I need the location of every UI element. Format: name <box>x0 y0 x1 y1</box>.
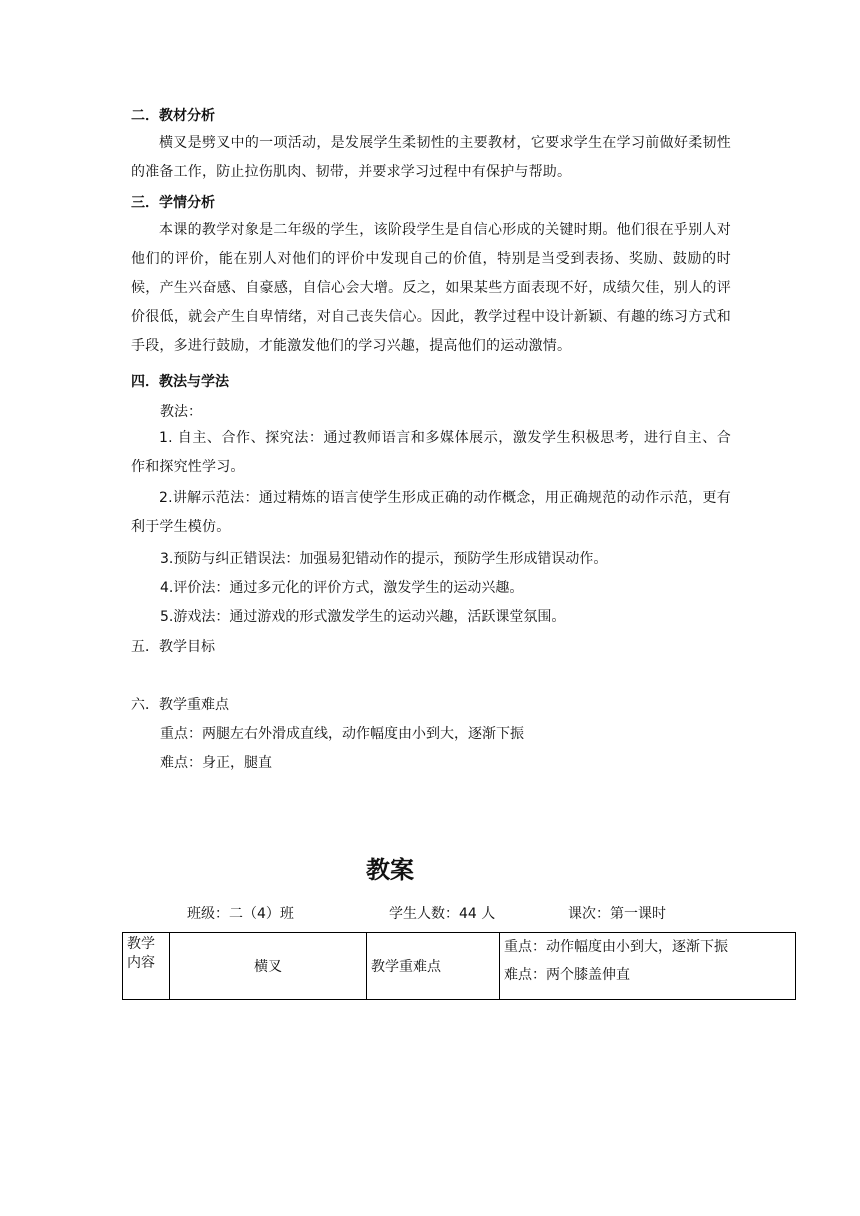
method-4: 4.评价法：通过多元化的评价方式，激发学生的运动兴趣。 <box>160 580 524 596</box>
method-5: 5.游戏法：通过游戏的形式激发学生的运动兴趣，活跃课堂氛围。 <box>160 609 566 625</box>
learners-paragraph: 本课的教学对象是二年级的学生，该阶段学生是自信心形成的关键时期。他们很在乎别人对他们的评价，能在别人对他们的评价中发现自己的价值，特别是当受到表扬、奖励、鼓励的时候，产生兴奋感、自豪感，自信心会大增。反之，如果某些方面表现不好，成绩欠佳，别人的评价很低，就会产生自卑情绪，对自己丧失信心。因此，教学过程中设计新颖、有趣的练习方式和手段，多进行鼓励，才能激发他们的学习兴趣，提高他们的运动激情。 <box>131 222 731 354</box>
lesson-plan-table <box>122 932 796 1000</box>
student-count: 学生人数：44 人 <box>389 906 496 922</box>
section-heading-materials: 二．教材分析 <box>131 108 215 124</box>
plan-title: 教案 <box>366 856 414 884</box>
keypoints-label-cell: 教学重难点 <box>367 933 500 1000</box>
keypoints-value-cell <box>500 933 796 1000</box>
content-label-cell: 教学内容 <box>123 933 170 1000</box>
section-heading-learners: 三．学情分析 <box>131 195 215 211</box>
table-difficult-text: 难点：两个膝盖伸直 <box>504 967 630 983</box>
section-heading-keypoints: 六．教学重难点 <box>131 697 229 713</box>
lesson-number: 课次：第一课时 <box>568 906 666 922</box>
class-info: 班级：二（4）班 <box>187 906 294 922</box>
method-2: 2.讲解示范法：通过精炼的语言使学生形成正确的动作概念，用正确规范的动作示范，更有利于学生模仿。 <box>131 490 731 535</box>
table-row <box>123 933 796 1000</box>
materials-paragraph: 横叉是劈叉中的一项活动，是发展学生柔韧性的主要教材，它要求学生在学习前做好柔韧性的准备工作，防止拉伤肌肉、韧带，并要求学习过程中有保护与帮助。 <box>131 135 731 180</box>
section-heading-goals: 五．教学目标 <box>131 639 215 655</box>
difficulty-text: 难点：身正，腿直 <box>160 755 272 771</box>
section-heading-methods: 四．教法与学法 <box>131 374 229 390</box>
method-3: 3.预防与纠正错误法：加强易犯错动作的提示，预防学生形成错误动作。 <box>160 551 608 567</box>
table-key-text: 重点：动作幅度由小到大，逐渐下振 <box>504 939 728 955</box>
content-value-cell: 横叉 <box>170 933 367 1000</box>
method-1: 1. 自主、合作、探究法：通过教师语言和多媒体展示，激发学生积极思考，进行自主、合作和探究性学习。 <box>131 430 731 475</box>
methods-intro: 教法： <box>160 404 202 420</box>
keypoint-text: 重点：两腿左右外滑成直线，动作幅度由小到大，逐渐下振 <box>160 726 524 742</box>
